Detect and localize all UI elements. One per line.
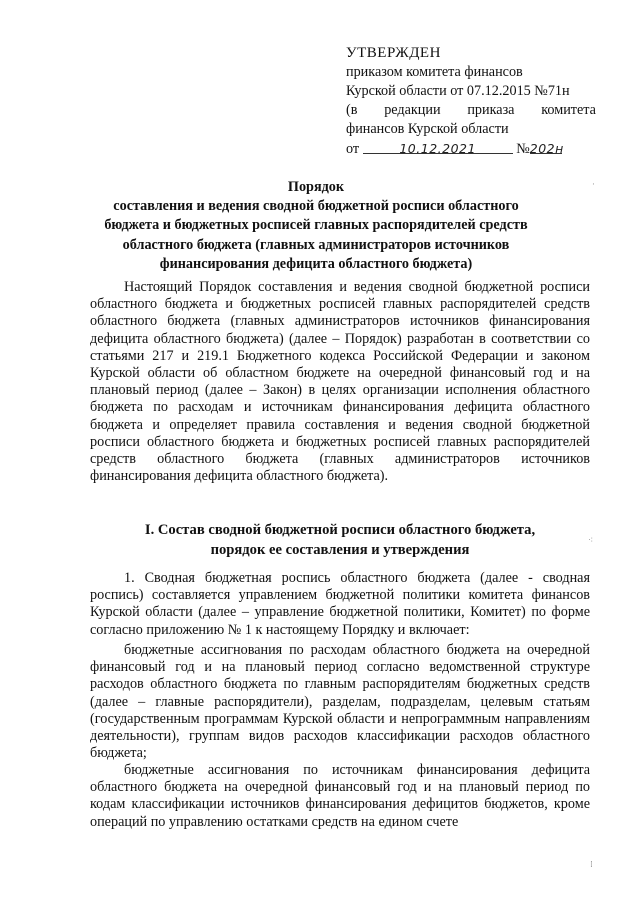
document-title	[96, 178, 536, 274]
scan-margin-mark: ·	[592, 180, 595, 190]
approval-word: комитета	[541, 102, 596, 118]
scan-margin-mark: ⁖	[588, 536, 594, 546]
approval-word: приказа	[467, 102, 515, 118]
paragraph-text: бюджетные ассигнования по источникам финансирования дефицита областного бюджета на очередной финансовый год и на плановый период по кодам классификации источников финансирования дефицитов бюджетов, кроме операций по управлению остатками средств на едином счете	[90, 762, 590, 830]
date-prefix: от	[346, 141, 360, 157]
section-heading-line-1: I. Состав сводной бюджетной росписи областного бюджета,	[144, 522, 536, 538]
title-line-2: бюджета и бюджетных росписей главных распорядителей средств	[104, 217, 528, 234]
date-field	[363, 139, 513, 154]
paragraph-3	[90, 762, 590, 831]
approval-line-3	[346, 101, 596, 120]
intro-paragraph	[90, 279, 590, 485]
approval-date-line	[346, 139, 596, 159]
title-line-4: финансирования дефицита областного бюджета)	[159, 255, 473, 272]
section-heading	[120, 521, 560, 560]
paragraph-2	[90, 642, 590, 762]
handwritten-number: 202н	[529, 141, 564, 156]
scan-margin-mark: ⁞	[590, 860, 593, 870]
paragraph-1	[90, 570, 590, 639]
number-field	[530, 139, 562, 154]
approval-title: УТВЕРЖДЕН	[346, 45, 441, 61]
title-line-3: областного бюджета (главных администраторов источников	[122, 236, 510, 253]
number-sign: №	[516, 141, 530, 157]
approval-stamp	[346, 44, 596, 159]
approval-line-4: финансов Курской области	[346, 121, 509, 137]
title-heading: Порядок	[287, 179, 345, 195]
paragraph-text: 1. Сводная бюджетная роспись областного бюджета (далее - сводная роспись) составляется управлением бюджетной политики комитета финансов Курской области (далее – управление бюджетной политики, Комитет) по форме согласно приложению № 1 к настоящему Порядку и включает:	[90, 570, 590, 638]
title-line-1: составления и ведения сводной бюджетной росписи областного	[113, 198, 519, 215]
approval-line-2: Курской области от 07.12.2015 №71н	[346, 83, 570, 99]
approval-line-1: приказом комитета финансов	[346, 64, 523, 80]
approval-word: редакции	[384, 102, 441, 118]
paragraph-text: бюджетные ассигнования по расходам областного бюджета на очередной финансовый год и на плановый период согласно ведомственной структуре расходов областного бюджета по главным распорядителям бюджетных средств (далее – главные распорядители), разделам, подразделам, целевым статьям (государственным программам Курской области и непрограммным направлениям деятельности), группам видов расходов классификации расходов областного бюджета;	[90, 642, 590, 762]
intro-text: Настоящий Порядок составления и ведения сводной бюджетной росписи областного бюджета и бюджетных росписей главных распорядителей средств областного бюджета (главных администраторов источников финансирования дефицита областного бюджета) (далее – Порядок) разработан в соответствии со статьями 217 и 219.1 Бюджетного кодекса Российской Федерации и законом Курской области об областном бюджете на очередной финансовый год и на плановый период (далее – Закон) в целях организации исполнения областного бюджета по расходам и источникам финансирования дефицита областного бюджета и определяет правила составления и ведения сводной бюджетной росписи областного бюджета и бюджетных росписей главных распорядителей средств областного бюджета (главных администраторов источников финансирования дефицита областного бюджета).	[90, 279, 590, 485]
approval-word: (в	[346, 102, 358, 118]
handwritten-date: 10.12.2021	[399, 141, 476, 156]
section-heading-line-2: порядок ее составления и утверждения	[210, 541, 470, 558]
